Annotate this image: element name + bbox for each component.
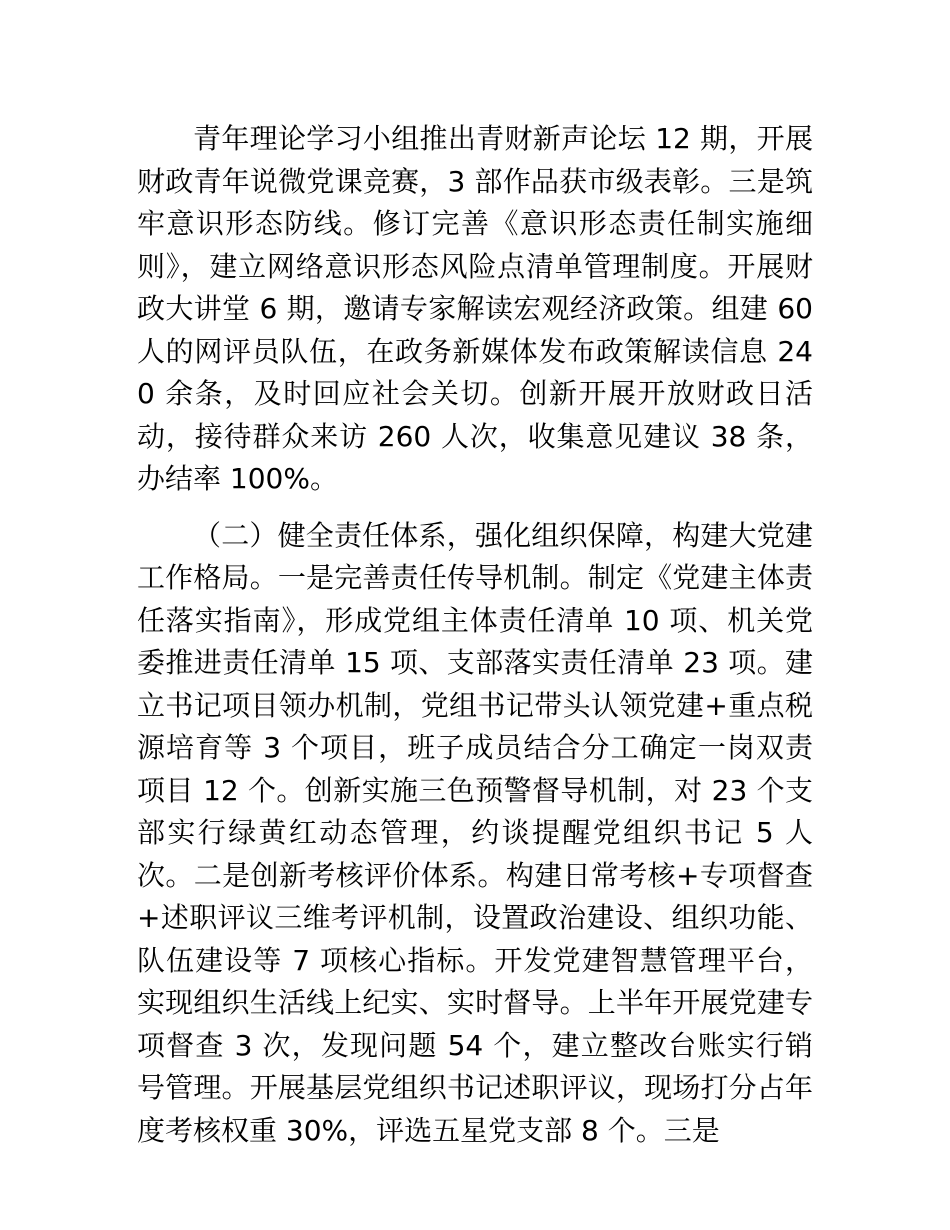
paragraph: 青年理论学习小组推出青财新声论坛 12 期，开展财政青年说微党课竞赛，3 部作品获市级表彰。三是筑牢意识形态防线。修订完善《意识形态责任制实施细则》，建立网络意识形态风险点清单管理制度。开展财政大讲堂 6 期，邀请专家解读宏观经济政策。组建 60 人的网评员队伍，在政务新媒体发布政策解读信息 240 余条，及时回应社会关切。创新开展开放财政日活动，接待群众来访 260 人次，收集意见建议 38 条，办结率 100%。 bbox=[137, 122, 813, 495]
paragraph: （二）健全责任体系，强化组织保障，构建大党建工作格局。一是完善责任传导机制。制定《党建主体责任落实指南》，形成党组主体责任清单 10 项、机关党委推进责任清单 15 项、支部落实责任清单 23 项。建立书记项目领办机制，党组书记带头认领党建+重点税源培育等 3 个项目，班子成员结合分工确定一岗双责项目 12 个。创新实施三色预警督导机制，对 23 个支部实行绿黄红动态管理，约谈提醒党组织书记 5 人次。二是创新考核评价体系。构建日常考核+专项督查+述职评议三维考评机制，设置政治建设、组织功能、队伍建设等 7 项核心指标。开发党建智慧管理平台，实现组织生活线上纪实、实时督导。上半年开展党建专项督查 3 次，发现问题 54 个，建立整改台账实行销号管理。开展基层党组织书记述职评议，现场打分占年度考核权重 30%，评选五星党支部 8 个。三是 bbox=[137, 518, 813, 1147]
document-body bbox=[137, 118, 813, 1152]
